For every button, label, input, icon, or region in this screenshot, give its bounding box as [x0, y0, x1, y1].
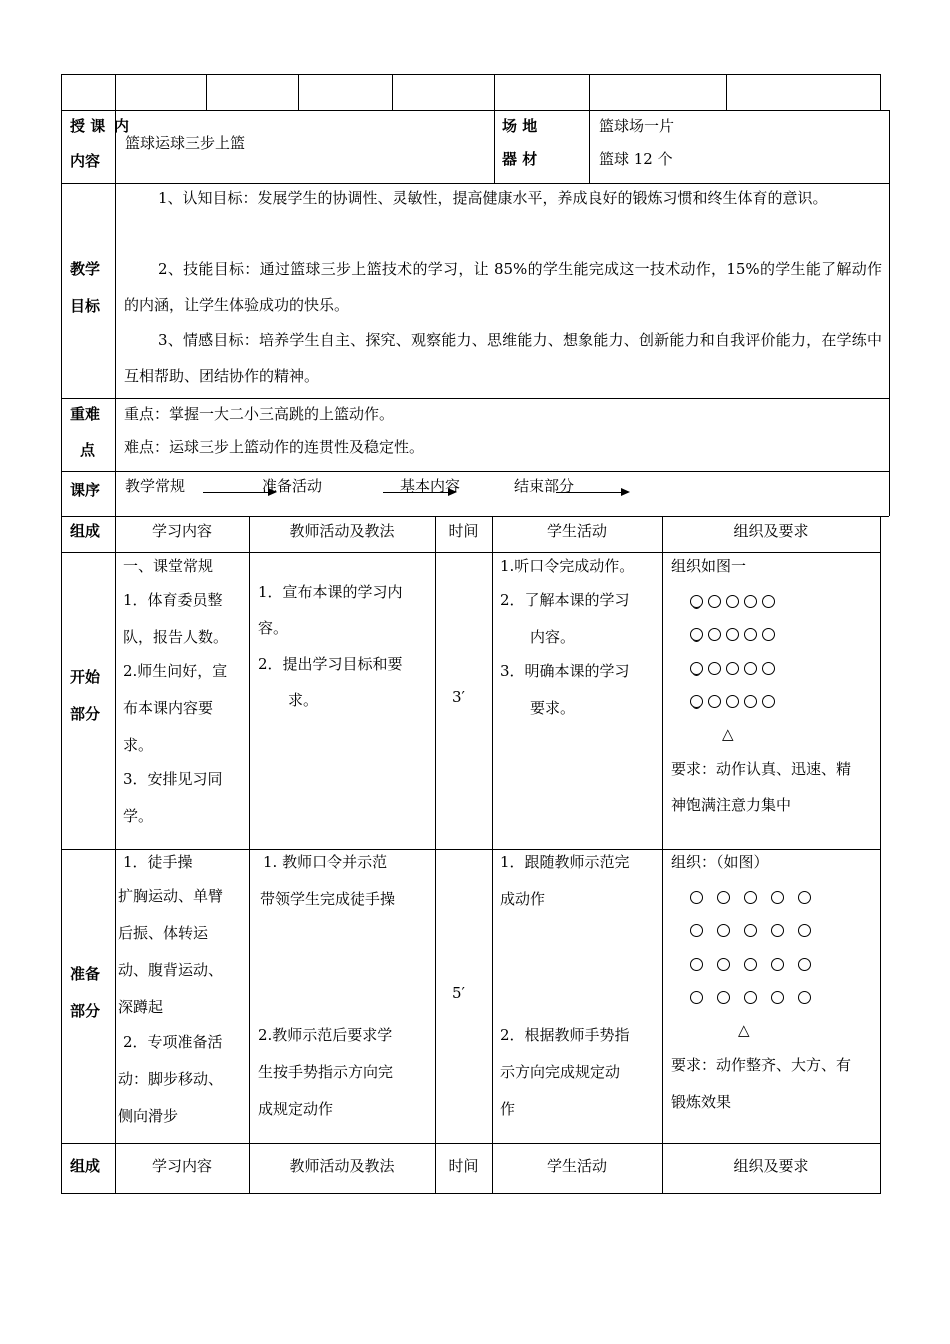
difficulty-point: 难点：运球三步上篮动作的连贯性及稳定性。	[124, 438, 425, 456]
prep-student-2b: 示方向完成规定动	[500, 1063, 621, 1081]
prep-student-1a: 1．跟随教师示范完	[500, 853, 630, 871]
start-formation-row-3	[690, 657, 780, 677]
prep-teacher-1b: 带领学生完成徒手操	[260, 890, 396, 908]
prep-content-1: 1．徒手操	[123, 853, 193, 871]
prep-formation-row-1	[690, 886, 816, 906]
header-time-repeat: 时间	[448, 1157, 479, 1175]
header-group: 组成	[70, 522, 101, 540]
objective-3: 3、情感目标：培养学生自主、探究、观察能力、思维能力、想象能力、创新能力和自我评价能力，在学练中互相帮助、团结协作的精神。	[124, 331, 882, 385]
sequence-step-1: 教学常规	[125, 477, 186, 495]
content-label-line2: 内容	[70, 152, 101, 170]
header-content: 学习内容	[151, 522, 212, 540]
prep-content-6: 2．专项准备活	[123, 1033, 223, 1051]
prep-content-5: 深蹲起	[118, 998, 164, 1016]
start-time: 3′	[452, 688, 465, 706]
start-requirement-1: 要求：动作认真、迅速、精	[671, 760, 852, 778]
start-teacher-2: 容。	[258, 619, 289, 637]
start-student-4: 3．明确本课的学习	[500, 662, 630, 680]
sequence-step-2: 准备活动	[262, 477, 323, 495]
prep-teacher-1a: 1. 教师口令并示范	[263, 853, 388, 871]
prep-requirement-2: 锻炼效果	[671, 1093, 732, 1111]
start-teacher-3: 2．提出学习目标和要	[258, 655, 403, 673]
start-teacher-1: 1．宣布本课的学习内	[258, 583, 403, 601]
prep-time: 5′	[452, 984, 465, 1002]
venue-value: 篮球场一片	[599, 117, 675, 135]
start-content-1: 一、课堂常规	[123, 557, 214, 575]
prep-label-line1: 准备	[70, 965, 101, 983]
prep-teacher-2c: 成规定动作	[258, 1100, 334, 1118]
start-org-title: 组织如图一	[671, 557, 747, 575]
prep-content-2: 扩胸运动、单臂	[118, 887, 224, 905]
start-formation-row-4	[690, 690, 780, 710]
start-content-5: 布本课内容要	[123, 699, 214, 717]
prep-label-line2: 部分	[70, 1002, 101, 1020]
prep-content-4: 动、腹背运动、	[118, 961, 224, 979]
prep-formation-row-3	[690, 953, 816, 973]
start-student-2: 2．了解本课的学习	[500, 591, 630, 609]
header-organization: 组织及要求	[733, 522, 809, 540]
prep-formation-row-2	[690, 919, 816, 939]
start-content-8: 学。	[123, 807, 154, 825]
start-student-1: 1.听口令完成动作。	[500, 557, 635, 575]
prep-content-8: 侧向滑步	[118, 1107, 179, 1125]
objective-2: 2、技能目标：通过篮球三步上篮技术的学习，让 85%的学生能完成这一技术动作，15%的学生能了解动作的内涵，让学生体验成功的快乐。	[124, 260, 882, 314]
start-student-3: 内容。	[530, 628, 576, 646]
prep-content-3: 后振、体转运	[118, 924, 209, 942]
start-content-2: 1．体育委员整	[123, 591, 223, 609]
header-organization-repeat: 组织及要求	[733, 1157, 809, 1175]
sequence-label: 课序	[70, 481, 101, 499]
venue-label: 场 地	[502, 117, 538, 135]
header-student-repeat: 学生活动	[546, 1157, 607, 1175]
start-label-line2: 部分	[70, 705, 101, 723]
header-teacher: 教师活动及教法	[289, 522, 395, 540]
content-label-overflow: 内	[114, 117, 130, 135]
start-requirement-2: 神饱满注意力集中	[671, 796, 792, 814]
objectives-label-line2: 目标	[70, 297, 101, 315]
start-teacher-triangle-icon: △	[722, 725, 734, 743]
equipment-label: 器 材	[502, 150, 538, 168]
prep-student-2c: 作	[500, 1100, 516, 1118]
header-student: 学生活动	[546, 522, 607, 540]
content-value: 篮球运球三步上篮	[125, 134, 246, 152]
objectives-label-line1: 教学	[70, 260, 101, 278]
start-content-3: 队，报告人数。	[123, 628, 229, 646]
keypoints-label-line1: 重难	[70, 405, 101, 423]
keypoints-label-line2: 点	[80, 441, 96, 459]
content-label-line1: 授 课	[70, 117, 106, 135]
objective-1: 1、认知目标：发展学生的协调性、灵敏性，提高健康水平，养成良好的锻炼习惯和终生体育的意识。	[158, 189, 828, 207]
start-formation-row-2	[690, 623, 780, 643]
start-label-line1: 开始	[70, 668, 101, 686]
header-group-repeat: 组成	[70, 1157, 101, 1175]
prep-formation-row-4	[690, 986, 816, 1006]
prep-content-7: 动：脚步移动、	[118, 1070, 224, 1088]
prep-teacher-2a: 2.教师示范后要求学	[258, 1026, 393, 1044]
prep-teacher-triangle-icon: △	[738, 1021, 750, 1039]
prep-org-title: 组织：（如图）	[671, 853, 769, 871]
sequence-step-3: 基本内容	[400, 477, 461, 495]
header-time: 时间	[448, 522, 479, 540]
prep-student-2a: 2．根据教师手势指	[500, 1026, 630, 1044]
prep-teacher-2b: 生按手势指示方向完	[258, 1063, 394, 1081]
key-point: 重点：掌握一大二小三高跳的上篮动作。	[124, 405, 395, 423]
start-content-6: 求。	[123, 736, 154, 754]
header-content-repeat: 学习内容	[151, 1157, 212, 1175]
start-content-7: 3．安排见习同	[123, 770, 223, 788]
start-student-5: 要求。	[530, 699, 576, 717]
start-teacher-4: 求。	[288, 691, 319, 709]
start-formation-row-1	[690, 590, 780, 610]
equipment-value: 篮球 12 个	[599, 150, 673, 168]
sequence-step-4: 结束部分	[514, 477, 575, 495]
prep-requirement-1: 要求：动作整齐、大方、有	[671, 1056, 852, 1074]
header-teacher-repeat: 教师活动及教法	[289, 1157, 395, 1175]
start-content-4: 2.师生问好，宣	[123, 662, 228, 680]
prep-student-1b: 成动作	[500, 890, 546, 908]
